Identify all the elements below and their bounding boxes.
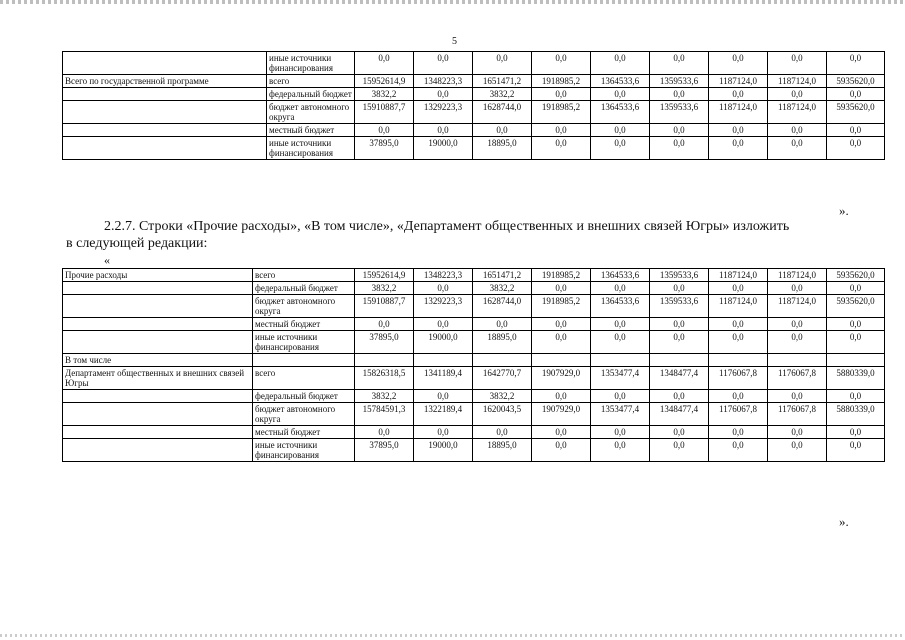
amount-cell: 15910887,7 [355, 295, 414, 318]
amount-cell: 0,0 [414, 318, 473, 331]
amount-cell: 18895,0 [473, 439, 532, 462]
amount-cell: 1187124,0 [709, 269, 768, 282]
amount-cell: 0,0 [827, 390, 885, 403]
table-row [63, 367, 885, 390]
amount-cell: 1651471,2 [473, 75, 532, 88]
amount-cell: 0,0 [650, 331, 709, 354]
funding-source-label: федеральный бюджет [253, 282, 355, 295]
amount-cell: 1364533,6 [591, 101, 650, 124]
amount-cell: 19000,0 [414, 137, 473, 160]
amount-cell: 0,0 [650, 426, 709, 439]
row-group-label: Всего по государственной программе [63, 75, 267, 88]
table-row [63, 403, 885, 426]
amount-cell: 0,0 [768, 124, 827, 137]
amount-cell: 37895,0 [355, 331, 414, 354]
amount-cell: 15910887,7 [355, 101, 414, 124]
amount-cell: 0,0 [768, 390, 827, 403]
amount-cell: 0,0 [709, 331, 768, 354]
funding-source-label: всего [267, 75, 355, 88]
amount-cell: 0,0 [591, 331, 650, 354]
amount-cell: 0,0 [532, 124, 591, 137]
amount-cell: 0,0 [591, 426, 650, 439]
amount-cell: 1187124,0 [768, 269, 827, 282]
amount-cell: 1364533,6 [591, 295, 650, 318]
amount-cell: 1187124,0 [768, 295, 827, 318]
amount-cell: 1187124,0 [768, 101, 827, 124]
amount-cell: 1628744,0 [473, 295, 532, 318]
amount-cell: 0,0 [768, 282, 827, 295]
amount-cell: 1907929,0 [532, 367, 591, 390]
scan-bottom-edge [0, 634, 905, 637]
amount-cell [532, 354, 591, 367]
amount-cell: 0,0 [532, 331, 591, 354]
table-row [63, 75, 885, 88]
page-number: 5 [452, 36, 457, 47]
amount-cell: 0,0 [827, 88, 885, 101]
funding-table-continued [62, 51, 885, 160]
amount-cell: 0,0 [650, 318, 709, 331]
amount-cell: 0,0 [709, 88, 768, 101]
amount-cell: 0,0 [768, 426, 827, 439]
amount-cell: 0,0 [768, 331, 827, 354]
amount-cell: 0,0 [532, 318, 591, 331]
amount-cell: 0,0 [768, 88, 827, 101]
amount-cell: 0,0 [414, 390, 473, 403]
amount-cell [414, 354, 473, 367]
amount-cell: 1176067,8 [768, 367, 827, 390]
amount-cell: 0,0 [650, 282, 709, 295]
amount-cell: 3832,2 [355, 88, 414, 101]
amount-cell: 0,0 [414, 282, 473, 295]
amount-cell: 0,0 [591, 439, 650, 462]
amount-cell: 5935620,0 [827, 295, 885, 318]
amount-cell: 0,0 [827, 439, 885, 462]
funding-source-label: бюджет автономного округа [253, 403, 355, 426]
amount-cell: 0,0 [768, 439, 827, 462]
row-group-label: Департамент общественных и внешних связей Югры [63, 367, 253, 390]
amount-cell: 1187124,0 [709, 295, 768, 318]
amount-cell: 0,0 [355, 52, 414, 75]
amount-cell: 0,0 [650, 124, 709, 137]
amount-cell: 0,0 [591, 137, 650, 160]
amount-cell: 19000,0 [414, 439, 473, 462]
amount-cell: 3832,2 [355, 390, 414, 403]
row-group-label: Прочие расходы [63, 269, 253, 282]
amount-cell: 0,0 [591, 124, 650, 137]
amount-cell: 0,0 [709, 282, 768, 295]
amount-cell: 1918985,2 [532, 75, 591, 88]
amount-cell: 1348223,3 [414, 269, 473, 282]
funding-source-label: иные источники финансирования [267, 52, 355, 75]
row-group-label [63, 52, 267, 75]
table-row [63, 426, 885, 439]
funding-source-label: федеральный бюджет [267, 88, 355, 101]
amendment-text-line-1: 2.2.7. Строки «Прочие расходы», «В том числе», «Департамент общественных и внешних связей Югры» изложить [104, 219, 790, 234]
amount-cell: 1918985,2 [532, 101, 591, 124]
amount-cell: 0,0 [709, 137, 768, 160]
amount-cell: 0,0 [768, 318, 827, 331]
amount-cell: 0,0 [709, 390, 768, 403]
closing-quote: ». [839, 203, 849, 218]
table-row [63, 282, 885, 295]
amount-cell: 0,0 [827, 124, 885, 137]
table-row [63, 52, 885, 75]
amount-cell: 37895,0 [355, 439, 414, 462]
table-row [63, 137, 885, 160]
row-group-label [63, 282, 253, 295]
amount-cell: 0,0 [591, 282, 650, 295]
amount-cell: 0,0 [473, 426, 532, 439]
row-group-label [63, 295, 253, 318]
amount-cell: 0,0 [768, 52, 827, 75]
amount-cell: 1353477,4 [591, 403, 650, 426]
amount-cell: 1642770,7 [473, 367, 532, 390]
amount-cell: 0,0 [650, 88, 709, 101]
funding-source-label: местный бюджет [253, 426, 355, 439]
amount-cell: 0,0 [591, 390, 650, 403]
amount-cell: 5935620,0 [827, 269, 885, 282]
row-group-label [63, 88, 267, 101]
funding-source-label [253, 354, 355, 367]
scan-top-edge [0, 0, 905, 4]
table-row [63, 390, 885, 403]
amount-cell: 18895,0 [473, 331, 532, 354]
amount-cell: 15784591,3 [355, 403, 414, 426]
table-row [63, 88, 885, 101]
funding-table-new-edition [62, 268, 885, 462]
closing-quote: ». [839, 514, 849, 529]
amount-cell: 1364533,6 [591, 75, 650, 88]
amount-cell: 5880339,0 [827, 367, 885, 390]
amount-cell: 1187124,0 [709, 101, 768, 124]
amount-cell [591, 354, 650, 367]
amount-cell: 0,0 [709, 426, 768, 439]
funding-source-label: бюджет автономного округа [267, 101, 355, 124]
amount-cell: 1348223,3 [414, 75, 473, 88]
amount-cell: 0,0 [532, 137, 591, 160]
funding-source-label: местный бюджет [253, 318, 355, 331]
amount-cell: 0,0 [591, 318, 650, 331]
amount-cell: 15952614,9 [355, 269, 414, 282]
amount-cell: 1348477,4 [650, 403, 709, 426]
amount-cell: 0,0 [532, 52, 591, 75]
funding-source-label: иные источники финансирования [267, 137, 355, 160]
amount-cell [768, 354, 827, 367]
amount-cell: 1176067,8 [768, 403, 827, 426]
amount-cell: 3832,2 [355, 282, 414, 295]
amount-cell: 1364533,6 [591, 269, 650, 282]
amount-cell [473, 354, 532, 367]
funding-source-label: федеральный бюджет [253, 390, 355, 403]
amount-cell: 1329223,3 [414, 101, 473, 124]
amount-cell: 0,0 [827, 426, 885, 439]
funding-source-label: местный бюджет [267, 124, 355, 137]
amount-cell: 1187124,0 [768, 75, 827, 88]
row-group-label [63, 390, 253, 403]
amount-cell: 0,0 [414, 124, 473, 137]
amount-cell: 0,0 [827, 137, 885, 160]
table-row [63, 318, 885, 331]
amount-cell: 0,0 [827, 318, 885, 331]
amount-cell: 1348477,4 [650, 367, 709, 390]
amount-cell: 1176067,8 [709, 367, 768, 390]
amount-cell: 0,0 [827, 282, 885, 295]
table-row [63, 101, 885, 124]
amount-cell: 0,0 [473, 124, 532, 137]
row-group-label [63, 439, 253, 462]
amendment-paragraph [66, 218, 866, 252]
amount-cell: 0,0 [650, 439, 709, 462]
funding-source-label: иные источники финансирования [253, 331, 355, 354]
amount-cell: 0,0 [709, 318, 768, 331]
amount-cell: 0,0 [827, 52, 885, 75]
amount-cell: 0,0 [768, 137, 827, 160]
amount-cell: 3832,2 [473, 88, 532, 101]
amount-cell: 19000,0 [414, 331, 473, 354]
amount-cell: 1359533,6 [650, 101, 709, 124]
amount-cell: 1341189,4 [414, 367, 473, 390]
opening-quote: « [104, 253, 110, 267]
row-group-label [63, 331, 253, 354]
amount-cell: 37895,0 [355, 137, 414, 160]
funding-source-label: всего [253, 269, 355, 282]
row-group-label [63, 318, 253, 331]
table-row [63, 331, 885, 354]
amount-cell [355, 354, 414, 367]
table-row [63, 124, 885, 137]
amount-cell: 0,0 [650, 137, 709, 160]
amount-cell: 1907929,0 [532, 403, 591, 426]
amount-cell: 5935620,0 [827, 101, 885, 124]
table-row [63, 439, 885, 462]
amount-cell: 0,0 [473, 318, 532, 331]
amount-cell [709, 354, 768, 367]
amount-cell: 0,0 [532, 282, 591, 295]
funding-source-label: бюджет автономного округа [253, 295, 355, 318]
amount-cell: 1359533,6 [650, 269, 709, 282]
amount-cell: 1359533,6 [650, 295, 709, 318]
amount-cell: 0,0 [591, 88, 650, 101]
amount-cell: 0,0 [709, 124, 768, 137]
amount-cell: 0,0 [532, 439, 591, 462]
row-group-label [63, 124, 267, 137]
amount-cell: 0,0 [709, 439, 768, 462]
amount-cell: 1353477,4 [591, 367, 650, 390]
amount-cell: 0,0 [414, 52, 473, 75]
amount-cell: 1628744,0 [473, 101, 532, 124]
row-group-label [63, 101, 267, 124]
amount-cell: 1187124,0 [709, 75, 768, 88]
amount-cell: 1918985,2 [532, 295, 591, 318]
amount-cell: 3832,2 [473, 390, 532, 403]
amount-cell: 18895,0 [473, 137, 532, 160]
amount-cell: 0,0 [355, 318, 414, 331]
amount-cell: 15952614,9 [355, 75, 414, 88]
amount-cell [827, 354, 885, 367]
amount-cell: 5935620,0 [827, 75, 885, 88]
table-row [63, 354, 885, 367]
row-group-label: В том числе [63, 354, 253, 367]
amount-cell: 1329223,3 [414, 295, 473, 318]
amount-cell: 1176067,8 [709, 403, 768, 426]
row-group-label [63, 137, 267, 160]
amount-cell: 0,0 [827, 331, 885, 354]
table-row [63, 295, 885, 318]
amount-cell: 1620043,5 [473, 403, 532, 426]
amount-cell: 0,0 [355, 426, 414, 439]
amount-cell: 0,0 [414, 426, 473, 439]
amount-cell: 0,0 [532, 426, 591, 439]
amendment-text-line-2: в следующей редакции: [66, 236, 208, 251]
amount-cell: 1359533,6 [650, 75, 709, 88]
table-row [63, 269, 885, 282]
amount-cell: 0,0 [532, 88, 591, 101]
amount-cell: 3832,2 [473, 282, 532, 295]
amount-cell: 0,0 [355, 124, 414, 137]
amount-cell: 0,0 [709, 52, 768, 75]
amount-cell [650, 354, 709, 367]
funding-source-label: всего [253, 367, 355, 390]
row-group-label [63, 403, 253, 426]
amount-cell: 0,0 [650, 390, 709, 403]
amount-cell: 0,0 [473, 52, 532, 75]
amount-cell: 0,0 [591, 52, 650, 75]
amount-cell: 0,0 [414, 88, 473, 101]
amount-cell: 5880339,0 [827, 403, 885, 426]
funding-source-label: иные источники финансирования [253, 439, 355, 462]
amount-cell: 1651471,2 [473, 269, 532, 282]
row-group-label [63, 426, 253, 439]
amount-cell: 0,0 [650, 52, 709, 75]
amount-cell: 15826318,5 [355, 367, 414, 390]
amount-cell: 0,0 [532, 390, 591, 403]
amount-cell: 1322189,4 [414, 403, 473, 426]
amount-cell: 1918985,2 [532, 269, 591, 282]
